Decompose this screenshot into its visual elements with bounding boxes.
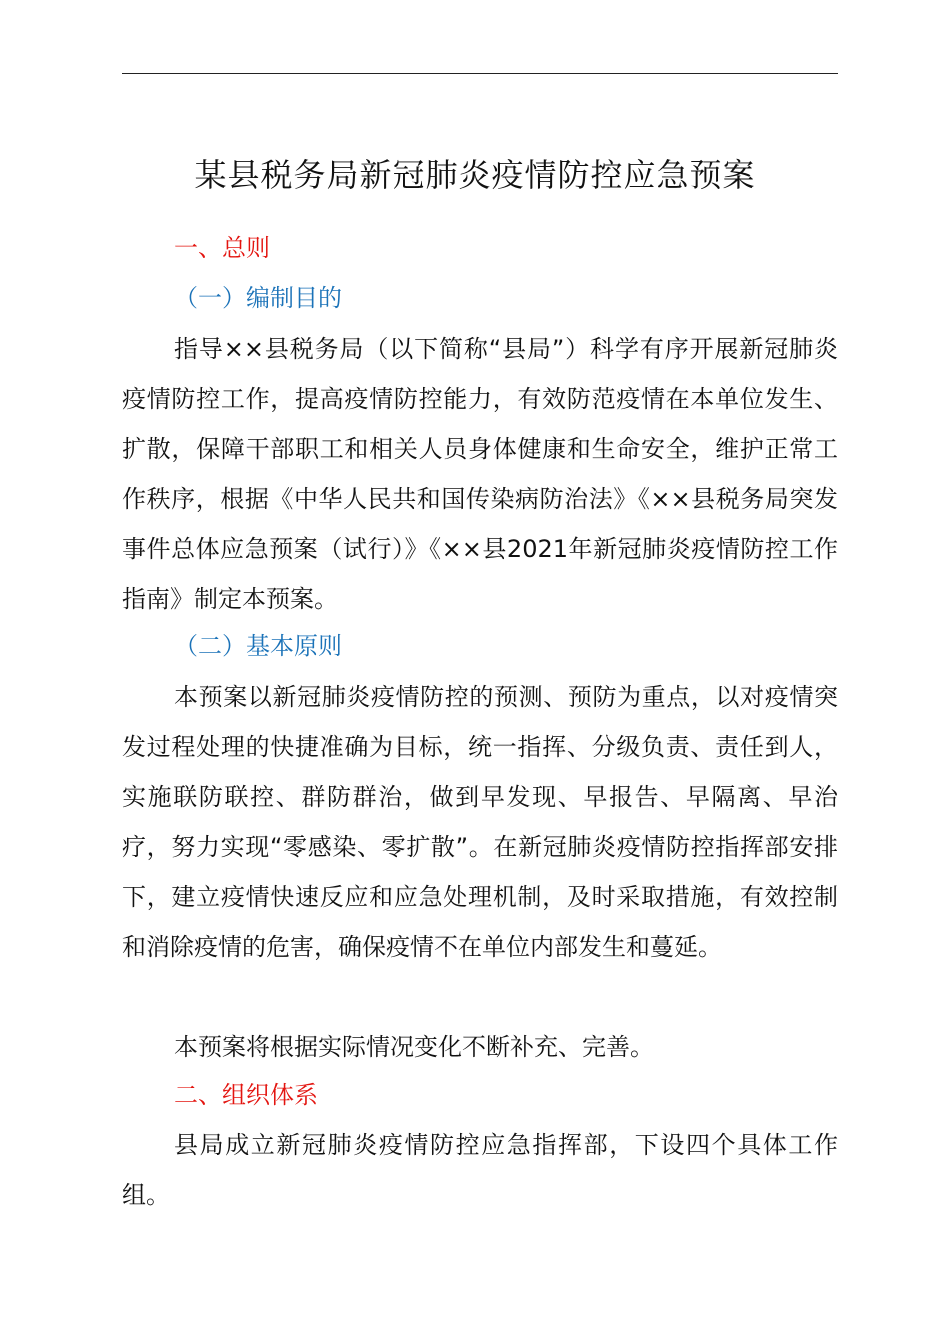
subsection-heading-purpose: （一）编制目的 bbox=[174, 284, 342, 312]
paragraph-revision: 本预案将根据实际情况变化不断补充、完善。 bbox=[174, 1033, 654, 1061]
paragraph-organization: 县局成立新冠肺炎疫情防控应急指挥部，下设四个具体工作组。 bbox=[122, 1131, 838, 1209]
subsection-heading-principles: （二）基本原则 bbox=[174, 632, 342, 660]
document-title: 某县税务局新冠肺炎疫情防控应急预案 bbox=[194, 156, 756, 194]
paragraph-principles: 本预案以新冠肺炎疫情防控的预测、预防为重点，以对疫情突发过程处理的快捷准确为目标，统一指挥、分级负责、责任到人，实施联防联控、群防群治，做到早发现、早报告、早隔离、早治疗，努力实现“零感染、零扩散”。在新冠肺炎疫情防控指挥部安排下，建立疫情快速反应和应急处理机制，及时采取措施，有效控制和消除疫情的危害，确保疫情不在单位内部发生和蔓延。 bbox=[122, 683, 838, 961]
section-heading-general: 一、总则 bbox=[174, 234, 270, 262]
section-heading-organization: 二、组织体系 bbox=[174, 1081, 318, 1109]
paragraph-purpose: 指导××县税务局（以下简称“县局”）科学有序开展新冠肺炎疫情防控工作，提高疫情防控能力，有效防范疫情在本单位发生、扩散，保障干部职工和相关人员身体健康和生命安全，维护正常工作秩序，根据《中华人民共和国传染病防治法》《××县税务局突发事件总体应急预案（试行）》《××县2021年新冠肺炎疫情防控工作指南》制定本预案。 bbox=[122, 335, 838, 613]
header-rule bbox=[122, 73, 838, 74]
